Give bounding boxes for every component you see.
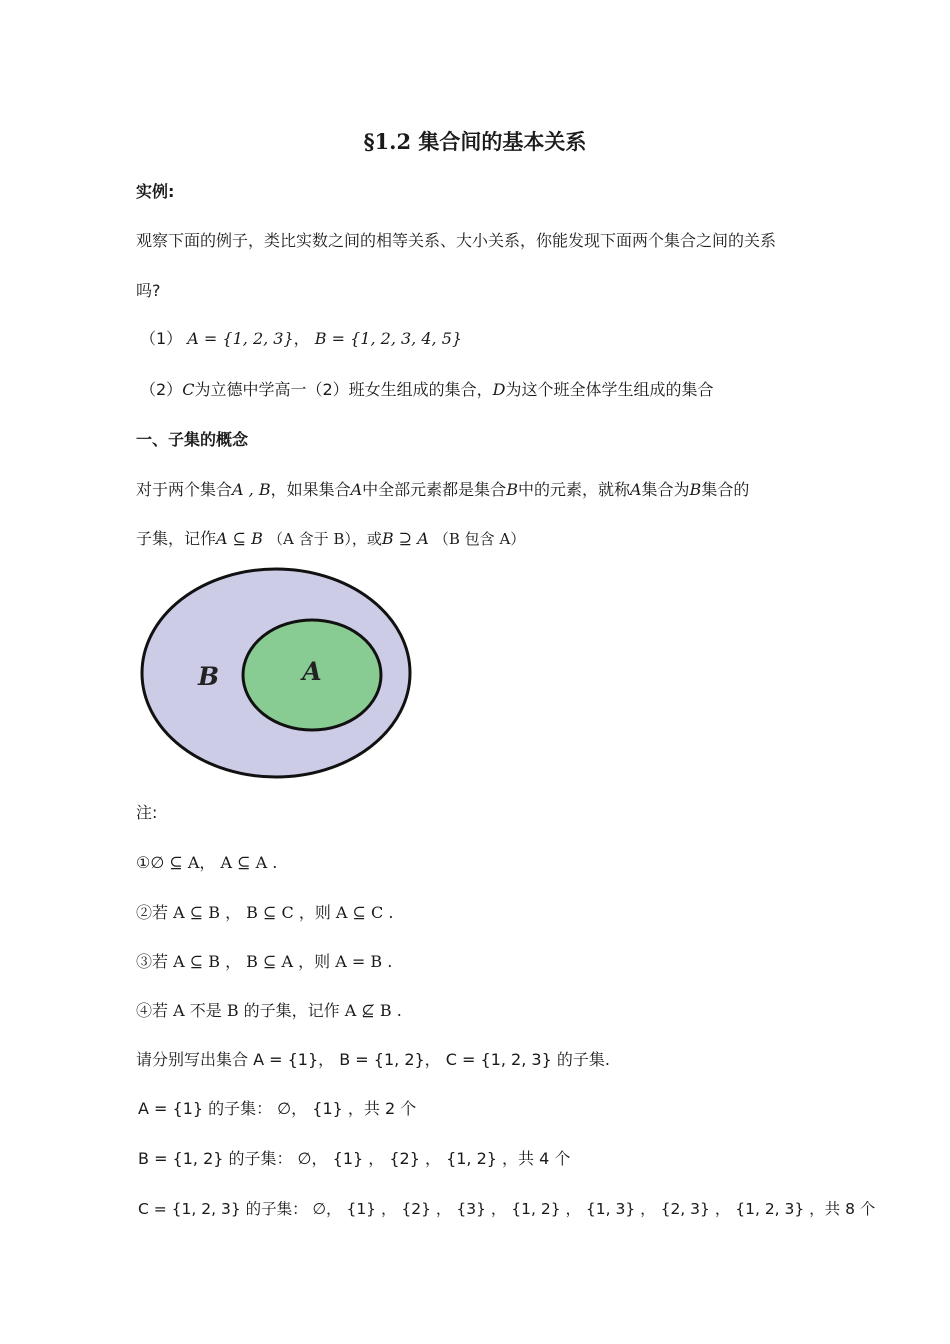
- definition-math: B: [506, 480, 518, 499]
- section-subset-heading: 一、子集的概念: [136, 430, 249, 449]
- example-1-separator: ，: [293, 329, 310, 348]
- definition-line-1: [136, 478, 749, 502]
- intro-line-2: 吗?: [136, 281, 161, 300]
- answer-a: A = {1} 的子集： ∅， {1} ，共 2 个: [138, 1099, 417, 1118]
- example-2-text-1: 为立德中学高一（2）班女生组成的集合，: [194, 380, 493, 399]
- answer-b: B = {1, 2} 的子集： ∅， {1} ， {2} ， {1, 2} ，共 4 个: [138, 1149, 571, 1168]
- subset-reading: （A 含于 B），或: [268, 530, 382, 548]
- note-2: ②若 A ⊆ B ， B ⊆ C ，则 A ⊆ C .: [136, 903, 394, 922]
- definition-math: A: [350, 480, 363, 499]
- definition-line-2: [136, 527, 525, 551]
- example-2-text-2: 为这个班全体学生组成的集合: [505, 380, 714, 399]
- example-heading: 实例:: [136, 182, 175, 201]
- definition-text: 集合为: [641, 480, 690, 499]
- superset-notation: B ⊇ A: [381, 529, 429, 548]
- definition-math: A , B: [232, 480, 271, 499]
- note-1: ①∅ ⊆ A， A ⊆ A .: [136, 853, 278, 872]
- definition-text: 子集，记作: [136, 529, 217, 548]
- example-2-set-d: D: [492, 380, 506, 399]
- question: 请分别写出集合 A = {1}， B = {1, 2}， C = {1, 2, 3} 的子集.: [136, 1050, 610, 1069]
- definition-text: 中全部元素都是集合: [362, 480, 507, 499]
- definition-text: 集合的: [701, 480, 750, 499]
- page-title: §1.2 集合间的基本关系: [363, 129, 587, 154]
- venn-label-a: A: [302, 657, 322, 686]
- example-2-set-c: C: [182, 380, 195, 399]
- example-1-number: （1）: [140, 329, 183, 348]
- definition-math: B: [689, 480, 702, 499]
- definition-text: 对于两个集合: [136, 480, 233, 499]
- example-2-number: （2）: [140, 380, 183, 399]
- example-1-set-a: A = {1, 2, 3}: [187, 329, 294, 348]
- example-1-set-b: B = {1, 2, 3, 4, 5}: [314, 329, 463, 348]
- answer-c: C = {1, 2, 3} 的子集： ∅， {1} ， {2} ， {3} ， {1, 2} ， {1, 3} ， {2, 3} ， {1, 2, 3} ，共 8 个: [138, 1200, 876, 1218]
- definition-math: A: [629, 480, 642, 499]
- note-3: ③若 A ⊆ B ， B ⊆ A ，则 A = B .: [136, 952, 393, 971]
- venn-label-b: B: [198, 662, 220, 691]
- definition-text: ，如果集合: [270, 480, 351, 499]
- example-1: [140, 327, 462, 351]
- venn-diagram: [138, 563, 418, 783]
- definition-text: 中的元素，就称: [517, 480, 630, 499]
- intro-line-1: 观察下面的例子，类比实数之间的相等关系、大小关系，你能发现下面两个集合之间的关系: [136, 231, 777, 250]
- example-2: [140, 378, 713, 402]
- subset-notation: A ⊆ B: [216, 529, 263, 548]
- superset-reading: （B 包含 A）: [433, 530, 526, 548]
- note-heading: 注:: [136, 803, 158, 822]
- note-4: ④若 A 不是 B 的子集，记作 A ⊈ B .: [136, 1001, 402, 1020]
